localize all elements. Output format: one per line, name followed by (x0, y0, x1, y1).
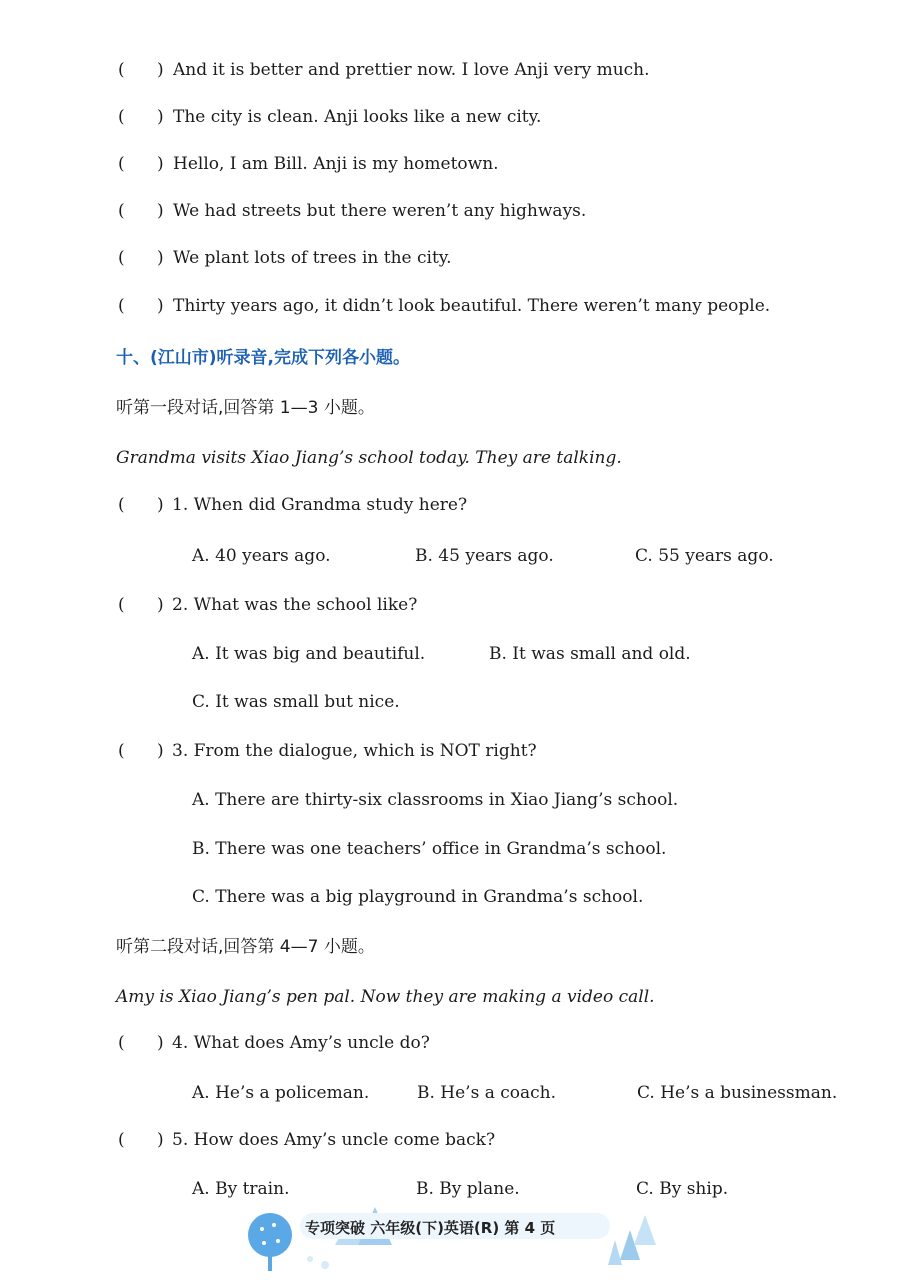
answer-blank[interactable]: ( ) (118, 1033, 164, 1053)
option-b[interactable]: B. There was one teachers’ office in Grandma’s school. (192, 839, 667, 859)
sentence-text: We had streets but there weren’t any highways. (173, 201, 587, 221)
option-c[interactable]: C. It was small but nice. (192, 692, 400, 712)
part2-scenario: Amy is Xiao Jiang’s pen pal. Now they are making a video call. (116, 987, 655, 1007)
option-b[interactable]: B. 45 years ago. (415, 546, 554, 566)
option-b[interactable]: B. By plane. (416, 1179, 520, 1199)
question-text: 2. What was the school like? (172, 595, 418, 615)
answer-blank[interactable]: ( ) (118, 741, 164, 761)
section-title: 十、(江山市)听录音,完成下列各小题。 (116, 348, 410, 368)
answer-blank[interactable]: ( ) (118, 107, 164, 127)
option-a[interactable]: A. It was big and beautiful. (192, 644, 426, 664)
option-b[interactable]: B. He’s a coach. (417, 1083, 557, 1103)
answer-blank[interactable]: ( ) (118, 1130, 164, 1150)
option-a[interactable]: A. 40 years ago. (192, 546, 331, 566)
option-c[interactable]: C. 55 years ago. (635, 546, 774, 566)
answer-blank[interactable]: ( ) (118, 248, 164, 268)
answer-blank[interactable]: ( ) (118, 154, 164, 174)
tree-icon (248, 1213, 292, 1257)
answer-blank[interactable]: ( ) (118, 595, 164, 615)
option-c[interactable]: C. He’s a businessman. (637, 1083, 838, 1103)
option-a[interactable]: A. By train. (192, 1179, 290, 1199)
question-text: 4. What does Amy’s uncle do? (172, 1033, 430, 1053)
answer-blank[interactable]: ( ) (118, 201, 164, 221)
answer-blank[interactable]: ( ) (118, 60, 164, 80)
sentence-text: The city is clean. Anji looks like a new city. (173, 107, 542, 127)
part2-instruction: 听第二段对话,回答第 4—7 小题。 (116, 937, 375, 957)
sentence-text: We plant lots of trees in the city. (173, 248, 452, 268)
option-c[interactable]: C. There was a big playground in Grandma’s school. (192, 887, 644, 907)
option-b[interactable]: B. It was small and old. (489, 644, 691, 664)
option-c[interactable]: C. By ship. (636, 1179, 729, 1199)
answer-blank[interactable]: ( ) (118, 296, 164, 316)
sentence-text: Thirty years ago, it didn’t look beautiful. There weren’t many people. (173, 296, 771, 316)
option-a[interactable]: A. He’s a policeman. (192, 1083, 370, 1103)
part1-scenario: Grandma visits Xiao Jiang’s school today. They are talking. (116, 448, 622, 468)
sentence-text: And it is better and prettier now. I love Anji very much. (173, 60, 650, 80)
sentence-text: Hello, I am Bill. Anji is my hometown. (173, 154, 499, 174)
question-text: 1. When did Grandma study here? (172, 495, 468, 515)
answer-blank[interactable]: ( ) (118, 495, 164, 515)
question-text: 3. From the dialogue, which is NOT right? (172, 741, 537, 761)
question-text: 5. How does Amy’s uncle come back? (172, 1130, 496, 1150)
page-footer: 专项突破 六年级(下)英语(R) 第 4 页 (305, 1219, 556, 1237)
option-a[interactable]: A. There are thirty-six classrooms in Xiao Jiang’s school. (192, 790, 679, 810)
part1-instruction: 听第一段对话,回答第 1—3 小题。 (116, 398, 375, 418)
